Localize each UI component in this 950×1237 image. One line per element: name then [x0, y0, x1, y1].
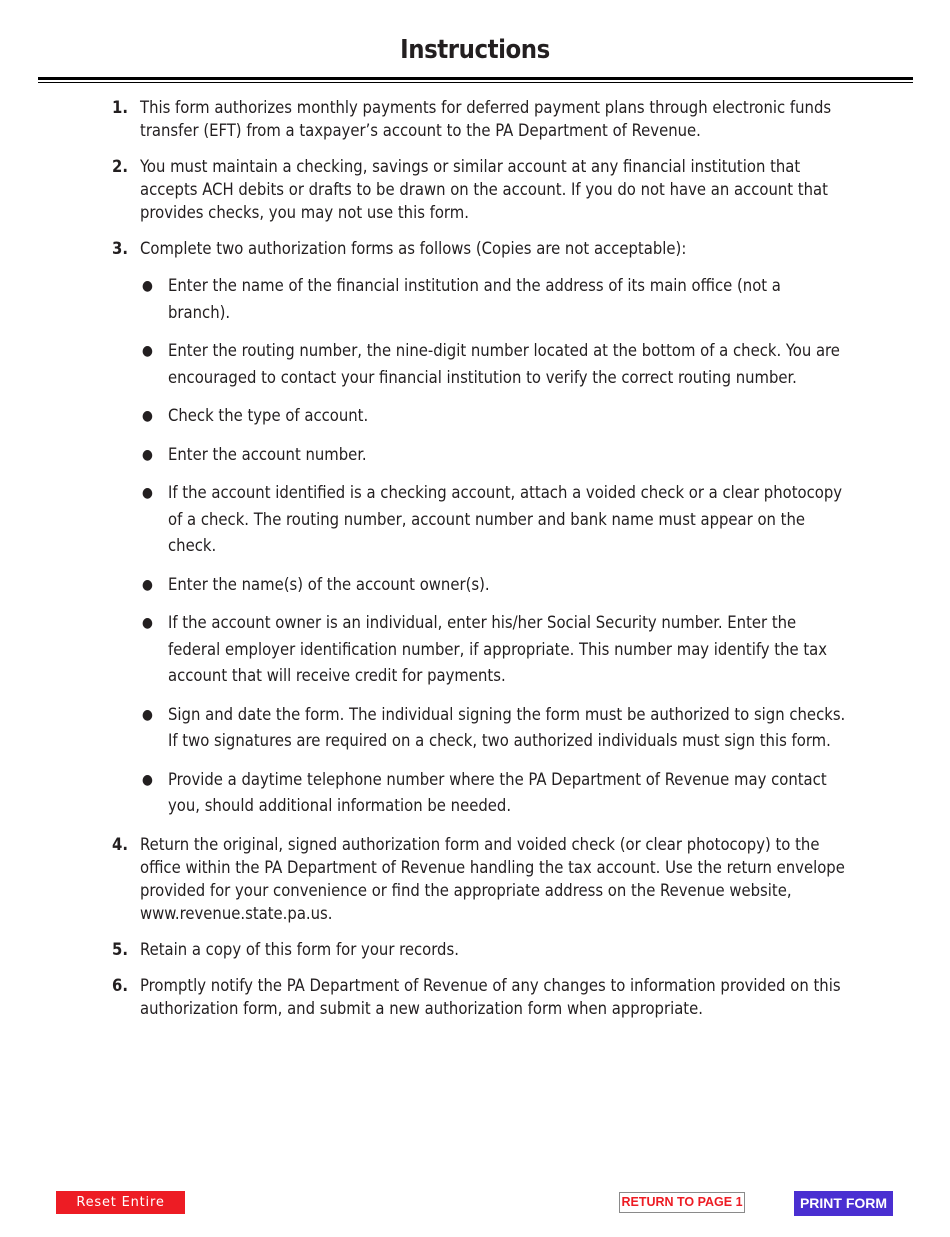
- list-item-text: Check the type of account.: [168, 406, 369, 425]
- bullet-icon: ●: [142, 446, 153, 463]
- instruction-text: You must maintain a checking, savings or similar account at any financial institution that accepts ACH debits or drafts to be drawn on the account. If you do not have an account that provides checks, you may not use this form.: [140, 157, 828, 222]
- bullet-icon: ●: [142, 706, 153, 723]
- instructions-list: [112, 96, 847, 1033]
- list-item: [140, 480, 847, 560]
- bullet-icon: ●: [142, 576, 153, 593]
- list-item-text: Sign and date the form. The individual signing the form must be authorized to sign checks. If two signatures are required on a check, two authorized individuals must sign this form.: [168, 704, 846, 750]
- instruction-number: 6.: [112, 975, 128, 995]
- instruction-item-6: [112, 974, 847, 1020]
- return-to-page-1-button[interactable]: RETURN TO PAGE 1: [619, 1192, 745, 1213]
- title-rule-thick: [38, 77, 913, 80]
- list-item: [140, 273, 847, 326]
- list-item: [140, 702, 847, 755]
- bullet-icon: ●: [142, 615, 153, 631]
- bullet-icon: ●: [142, 343, 153, 359]
- instruction-text: Retain a copy of this form for your records.: [140, 939, 459, 959]
- list-item: [140, 403, 847, 430]
- print-form-button[interactable]: PRINT FORM: [794, 1191, 893, 1216]
- instruction-item-1: [112, 96, 847, 142]
- list-item-text: Provide a daytime telephone number where the PA Department of Revenue may contact you, should additional information be needed.: [168, 769, 827, 815]
- instruction-number: 5.: [112, 939, 128, 959]
- instruction-number: 3.: [112, 239, 128, 258]
- instruction-number: 2.: [112, 157, 128, 176]
- instruction-number: 4.: [112, 834, 128, 854]
- title-rule-thin: [38, 82, 913, 83]
- list-item-text: Enter the name of the financial institution and the address of its main office (not a branch).: [168, 276, 781, 322]
- list-item-text: Enter the account number.: [168, 444, 367, 464]
- reset-form-button[interactable]: Reset Entire Form: [56, 1191, 185, 1214]
- bullet-icon: ●: [142, 771, 153, 788]
- page-title: Instructions: [400, 35, 550, 65]
- list-item-text: If the account owner is an individual, enter his/her Social Security number. Enter the federal employer identification number, if appropriate. This number may identify the tax account that will receive credit for payments.: [168, 613, 828, 685]
- instruction-text: Complete two authorization forms as follows (Copies are not acceptable):: [140, 239, 687, 258]
- instruction-item-2: [112, 155, 847, 224]
- instruction-text: Return the original, signed authorization form and voided check (or clear photocopy) to the office within the PA Department of Revenue handling the tax account. Use the return envelope provided for your convenience or find the appropriate address on the Revenue website, www.revenue.state.pa.us.: [140, 834, 845, 923]
- list-item: [140, 610, 847, 690]
- list-item: [140, 338, 847, 391]
- list-item: [140, 442, 847, 469]
- list-item-text: Enter the name(s) of the account owner(s).: [168, 574, 490, 594]
- list-item-text: Enter the routing number, the nine-digit number located at the bottom of a check. You are encouraged to contact your financial institution to verify the correct routing number.: [168, 341, 840, 387]
- list-item: [140, 572, 847, 599]
- list-item: [140, 767, 847, 820]
- instruction-number: 1.: [112, 98, 128, 117]
- instruction-text: This form authorizes monthly payments for deferred payment plans through electronic funds transfer (EFT) from a taxpayer’s account to the PA Department of Revenue.: [140, 98, 832, 140]
- instruction-item-5: [112, 938, 847, 961]
- authorization-steps-list: [140, 273, 847, 820]
- bullet-icon: ●: [142, 485, 153, 501]
- bullet-icon: ●: [142, 408, 153, 424]
- list-item-text: If the account identified is a checking account, attach a voided check or a clear photocopy of a check. The routing number, account number and bank name must appear on the check.: [168, 483, 843, 555]
- instruction-item-4: [112, 833, 847, 925]
- instruction-item-3: [112, 237, 847, 820]
- instruction-text: Promptly notify the PA Department of Revenue of any changes to information provided on this authorization form, and submit a new authorization form when appropriate.: [140, 975, 841, 1018]
- bullet-icon: ●: [142, 278, 153, 294]
